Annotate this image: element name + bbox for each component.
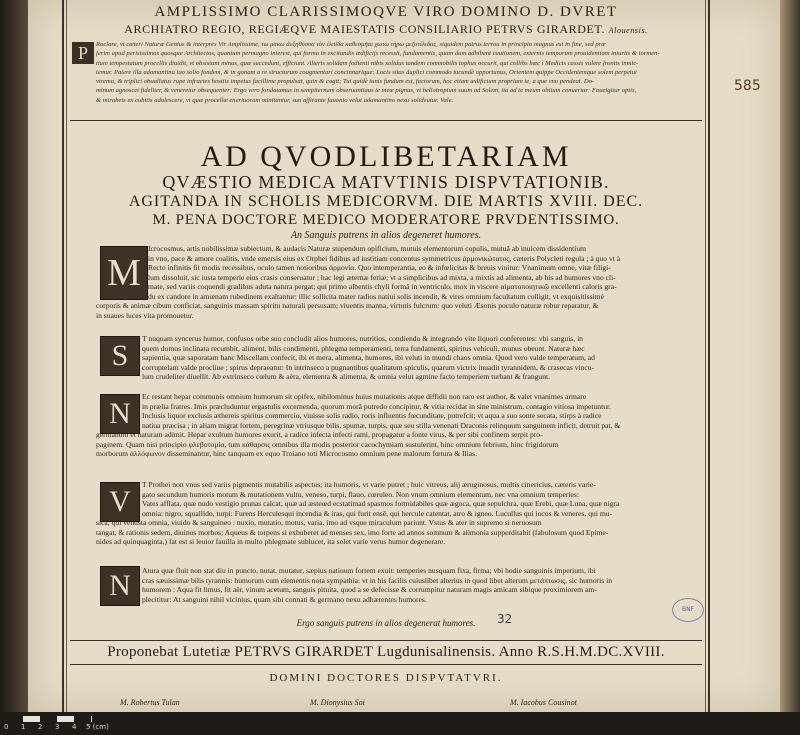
paragraph-line: Recto infinitis fit modis recessibus, oculo tamen notioribus ἀρμονία. Quo intemperantia, eo & infœlicitas & breuis viuitur: Vnanimum omne, vitæ filigi- — [148, 263, 611, 273]
paragraph-line: omnia: nigro, squallido, turpi: Furens Herculesqui incendia & iras, qui furit ensē, qui hercule catentat, atro & igneo. Lucullus qui iocos & veneres, qui mu- — [142, 508, 613, 518]
paragraph-line: natiua præcisa ; in aliam migrat fortem, peregrinæ vtriusque bilis, spumæ, turpis, quæ seu stilla venenati Draconis relinquum sanguinem inficit, detruit pat, & — [142, 420, 621, 430]
drop-cap-initial: N — [100, 394, 140, 434]
paragraph-line: Atura quæ fluit non stat diu in puncto, nutat, mutatur, sæpius natiuum fortem exuit: temperies nusquam fixa, firma; vbi hodie sanguinis imperium, ibi — [142, 566, 596, 575]
main-heading: AD QVODLIBETARIAM — [200, 140, 572, 173]
dedication-line: minum agnoscet fideliter, & veneretur obsequenter: Ergo vero fondatamus in sempiternam obseruantiaus te meæ pignus, vt heliotropium suum ad Solem, ita ad te meum obitum conuertar: Faueigitur optis, — [96, 87, 637, 95]
dedication-line: tium tempestatum procellis diuidit, vt obsistant minus, quæ succedunt, efficiunt. Alteris solidam fodienti nibis solidus tandem commobilis tophus occurit, qui collibs hæc ì Medicis cassis vulere frontis inmic- — [96, 59, 639, 67]
dedication-line: ferim apud perisissimos quosque Architectos, quantum permagno interest, qui forma in excitandis ædificijs recessit, fundamentis, quam dum adhibent cautionem, externis temporum prouidentiam iniuriis & tormen- — [96, 50, 660, 58]
paragraph-line: gato secundum humoris motum & mutationem vultu, veneso, turpi, flauo, cœruleo. Non vnum omnium elementum, nec vna omnium temperies: — [142, 489, 579, 499]
dedication-line: & mirabeis ex cubitis adolescere, vt quæ procellæ eneriuoram minitantur, suo affirante fauonio velut adamantino nexu solideutur. Vale. — [96, 96, 454, 104]
paragraph-line: Ec restant hepar communis omnium humorum sit opifex, nihilominus huius mutationis atque diffidii non raro est author, & valet vnanimes armare — [142, 392, 587, 401]
question-statement: An Sanguis putrens in alios degeneret humores. — [290, 230, 482, 241]
conclusion-statement: Ergo sanguis putrens in alios degenerat humores. — [296, 618, 476, 628]
disputants-names — [70, 698, 702, 712]
ruler-segment — [6, 716, 23, 722]
paragraph-line: Icrocosmus, artis nobilissimæ subiectum, & audacis Naturæ stupendum opificium, mutuis elementorum copulis, mutuâ ab inuicem dissidentium — [148, 244, 587, 253]
ruler-segment — [40, 716, 57, 722]
paragraph-line: tangat, & rationis sedem, diuinos morbos; Aqueus & torpens si exhuberet ad menses sex, imo forte ad annos somnum & alimonia supperditabit (fabulosum quod Epime- — [96, 527, 609, 537]
subheading-question: QVÆSTIO MEDICA MATVTINIS DISPVTATIONIB. — [162, 172, 610, 192]
dedication-subtitle — [70, 22, 702, 37]
paragraph-line: T nuquam syncerus humor, confusos orbe suo concludit alios humores, nutritios, condiendo & integrando vite liquori conferentes: vbi sanguis, in — [142, 334, 583, 343]
paragraph-line: paginem. Quam nisi principio φλεβοτομία, tum κάθαρσις omnibus illa modis posterior cacochymiam sustulerint, hinc omnium febrium, hinc frigidorum — [96, 439, 559, 449]
page-number-handwritten: 32 — [497, 612, 513, 626]
paragraph-line: quem domus inclinata recumbit, aliment, bilis condimenti, phlegma temperamenti, terra fundamenti, spiritus vehiculi, munus obeunt. Naturæ hæc — [142, 343, 585, 353]
divider-rule — [70, 640, 702, 641]
dedication-line: Raclare, vt cæteri Naturæ Genius & interpres Vir Amplissime, τω μακω ἀεξηθύσσα τὸν ἐλπίδα καθεσμῆαι χωτω τὴρω μεζοτέλιδας, siquidem patrus terrou in principio magnus est in fine, sed præ — [96, 41, 606, 48]
paragraph-line: morborum ἀλλόφωνον disseminantur, hinc tanquam ex equo Troiano toti Microcosmo omnium pene malorum fœtura & Ilias. — [96, 449, 477, 459]
drop-cap-initial: N — [100, 566, 140, 606]
ruler-label: 3 — [55, 723, 60, 731]
drop-cap-initial: V — [100, 482, 140, 522]
dedication-subtitle-text: ARCHIATRO REGIO, REGIÆQVE MAIESTATIS CONSILIARIO PETRVS GIRARDET. — [124, 22, 606, 36]
proponebat-line: Proponebat Lutetiæ PETRVS GIRARDET Lugdunisalinensis. Anno R.S.H.M.DC.XVIII. — [107, 644, 665, 660]
paragraph-line: T Prothei non vnus sed variis pigmentis mutabilis aspectus; ita humoris, vt varie putret ; huic vitreus, alij æruginosus, multis cinericius, cæteris varie- — [142, 480, 596, 489]
paragraph-line: in prælia fratres. Imis præcluduntur ergastulis excernenda, quorum morâ putredo concipitur, & vitia recidat in sine ministrum, contagio vitiosa impetuntur. — [142, 401, 611, 411]
ruler-label: 2 — [38, 723, 43, 731]
margin-annotation: 585 — [734, 78, 761, 94]
divider-rule — [70, 664, 702, 665]
ruler-label: 0 — [4, 723, 9, 731]
paragraph-line: corporis & animæ cibum conficiat, sanguinis massam spiritu naturali persusam; viuentis manna, virtutis fulcrum: quo veluti Æsonis poculo naturæ robur reparatur, & — [96, 301, 599, 311]
paragraph-line: sapientia, quæ saporatam hanc Miscellam confecit, ibi et mera, alimenta, humores, ibi veluti in mundi chaos omnia. Quod vero valde temperatum, ad — [142, 353, 595, 363]
dedication-initial-letter: P — [72, 42, 94, 64]
ruler-label: 1 — [21, 723, 26, 731]
paragraph-3 — [96, 392, 700, 459]
paragraph-line: du ex candore in amœnam rubedinem exaltantur: illic sollicita mater radios natiui solis incendit, & vires omnium facultatum colligit, vt exquisitissimè — [148, 291, 604, 301]
ruler-label: 4 — [72, 723, 77, 731]
library-stamp: BNF — [672, 598, 704, 622]
disputant-name: M. Robertus Tulan — [120, 698, 180, 707]
drop-cap-initial: S — [100, 336, 140, 376]
paragraph-line: nides ad quinquaginta,) fat est si leuior fauilla in multo phlegmate sublucet, ita solet varie verus humor degenerare. — [96, 537, 446, 547]
subheading-moderator: M. PENA DOCTORE MEDICO MODERATORE PRVDENTISSIMO. — [152, 212, 620, 228]
ruler-bar — [6, 716, 92, 722]
drop-cap-initial: M — [100, 246, 148, 300]
page-edge — [780, 0, 800, 712]
disputant-name: M. Iacobus Cousinot — [510, 698, 577, 707]
book-gutter — [0, 0, 28, 712]
paragraph-4 — [96, 480, 700, 547]
scale-ruler — [0, 712, 800, 735]
subheading-agitanda: AGITANDA IN SCHOLIS MEDICORVM. DIE MARTIS XVIII. DEC. — [128, 193, 644, 210]
paragraph-line: mate, sed variis coquendi gradibus aduta natura pergat; qui primo albentis chyli formâ in ventriculo, mox in viscere αἱματοποιητικῷ excellenti caloris gra- — [148, 282, 617, 292]
disputant-name: M. Dionysius Soi — [310, 698, 365, 707]
paragraph-line: in vno, pace & amore coalitis, vnde emersis eius ex Orphei fidibus ad iustitiam concentus symmetricus ἁρμονικώτατος, cæteris Polycleti regula ; à quo vt à — [148, 253, 621, 263]
paragraph-line: humorem : Aqua fit limus, fit aër, vinum acetum, sanguis pituita, quod a se defecisse & corrumpitur naturam magis amicam sibique proximiorem am- — [142, 585, 597, 595]
paragraph-2 — [96, 334, 700, 382]
paragraph-line: corruptelam valde procliue ; spirus depraeatur: In intrinseco a pugnantibus qualitatum spiculis, quarum victrix inuadit tyrannidem, & crasecas vincu- — [142, 362, 595, 372]
ruler-label: 5 (cm) — [86, 723, 109, 731]
paragraph-line: in suaues luces vita promouetur. — [96, 310, 194, 320]
dedication-subtitle-small: Alouensis. — [608, 26, 648, 35]
doctores-heading: DOMINI DOCTORES DISPVTATVRI. — [269, 672, 503, 684]
dedication-line: temur. Patere illa adamantina tuo solio fondem, & in gonam a re structurum coagmentari concinnarique: Locis sitas duplici commodo iucundè opportunus, Orientem quippe Occidentemque solem perpetui — [96, 68, 637, 76]
paragraph-line: sica, qui venusta omnia, viuido & sanguineo : nuxio, mutatio, motus, varia, imo ad vsque miraculum pariunt. Vstus & ater in supremo si neruosum — [96, 518, 542, 528]
paragraph-line: Vates afflata, quæ nudo vestigio prunas calcat, quæ ad æsteœd ecstatimad spasmos formidabiles quæ ægoca, quæ sepulchra, quæ Erebi, quæ Luna, quæ nigra — [142, 499, 620, 509]
paragraph-1 — [96, 244, 700, 320]
dedication-line: vtremo, & triplici obuallatus rupe infractes hostiis impetus facillime propulsat, quin & cogit; Tui quidè iunis fundum est, factorum, hoc etiam ædificium propriam te, a que vno pendeat. Do- — [96, 78, 595, 86]
paragraph-line: lum dissoluit, sic iusta temperie eius crasis conseruatur ; hac legi æternæ feriæ; vt a simplicibus ad mixta, a mixtis ad alimenta, ab his ad humores vno cli- — [148, 272, 616, 282]
paragraph-5 — [96, 566, 700, 604]
paragraph-line: Inclusis liquor exclusis æthereis spiritus commercio, viuisse solis radio, roris influentis fœcunditate, putrefcit; vt aqua a suo sonte secata, stirps à radice — [142, 411, 602, 421]
paragraph-line: lum crudeliter diuellit. Ab extrinseco cœlum & aëra, elementa & alimenta, & omnia velut agmine facto temperiem turbant & frangunt. — [142, 372, 551, 382]
paragraph-line: germanum et naturam adimit. Hepar exultum humores exurit, a radice infecta infecti rami, propagatur a fonte virus, & per sibi confinem serpit pro- — [96, 430, 543, 440]
paragraph-line: cras sæuissimæ bilis tyrannis: humorum cum elementis nota sympathia: vt in his facilis cuiuslibet alterius in quod libet alterum μετάπτωσις, sic humoris in — [142, 575, 613, 585]
divider-rule — [70, 120, 702, 121]
dedication-title: AMPLISSIMO CLARISSIMOQVE VIRO DOMINO D. DVRET — [154, 4, 618, 20]
paragraph-line: plecititur: At sanguini nihil vicinius, quam sibi connati & germano nexu adhærentes humores. — [142, 594, 427, 604]
ruler-segment — [74, 716, 91, 722]
